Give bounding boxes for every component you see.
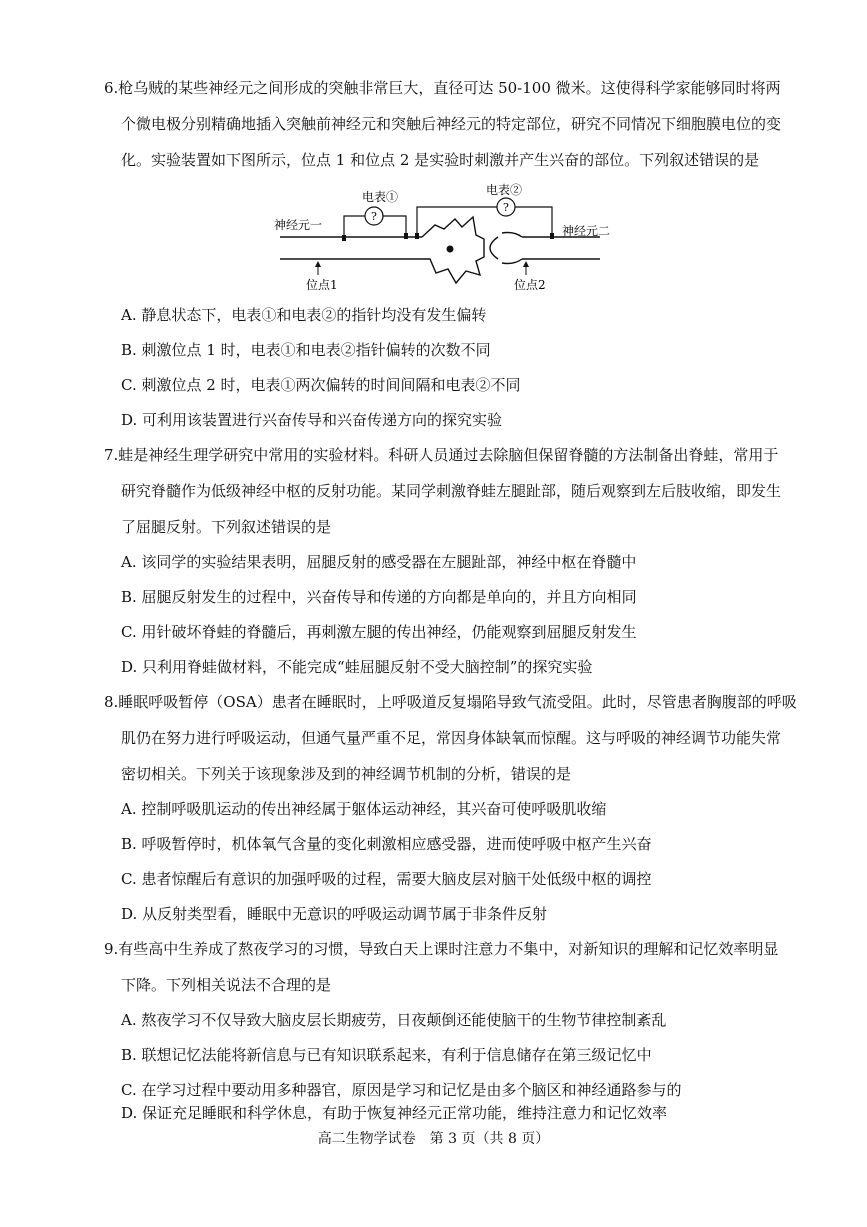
- q7-option-d: D. 只利用脊蛙做材料，不能完成“蛙屈腿反射不受大脑控制”的探究实验: [121, 658, 593, 676]
- site2-arrow: [523, 261, 529, 267]
- q8-option-a: A. 控制呼吸肌运动的传出神经属于躯体运动神经，其兴奋可使呼吸肌收缩: [121, 800, 607, 818]
- q7-option-c: C. 用针破坏脊蛙的脊髓后，再刺激左腿的传出神经，仍能观察到屈腿反射发生: [121, 623, 637, 641]
- q9-stem-line-2: 下降。下列相关说法不合理的是: [121, 976, 332, 994]
- q8-stem-line-2: 肌仍在努力进行呼吸运动，但通气量严重不足，常因身体缺氧而惊醒。这与呼吸的神经调节功能失常: [121, 729, 782, 747]
- q8-option-b: B. 呼吸暂停时，机体氧气含量的变化刺激相应感受器，进而使呼吸中枢产生兴奋: [121, 835, 652, 853]
- q9-option-b: B. 联想记忆法能将新信息与已有知识联系起来，有利于信息储存在第三级记忆中: [121, 1046, 652, 1064]
- q8-stem-line-3: 密切相关。下列关于该现象涉及到的神经调节机制的分析，错误的是: [121, 765, 572, 783]
- q8-option-d: D. 从反射类型看，睡眠中无意识的呼吸运动调节属于非条件反射: [121, 905, 548, 923]
- meter2-dial-mark: ?: [503, 201, 509, 214]
- synapse-cleft-curve: [490, 237, 498, 259]
- q7-stem-line-2: 研究脊髓作为低级神经中枢的反射功能。某同学刺激脊蛙左腿趾部，随后观察到左后肢收缩，即发生: [121, 482, 782, 500]
- meter2-electrode-a: [415, 233, 419, 239]
- q7-stem-line-1: 7.蛙是神经生理学研究中常用的实验材料。科研人员通过去除脑但保留脊髓的方法制备出脊蛙，常用于: [104, 446, 779, 464]
- site1-arrow: [315, 261, 321, 267]
- q7-option-b: B. 屈腿反射发生的过程中，兴奋传导和传递的方向都是单向的，并且方向相同: [121, 588, 637, 606]
- q9-option-a: A. 熬夜学习不仅导致大脑皮层长期疲劳，日夜颠倒还能使脑干的生物节律控制紊乱: [121, 1011, 667, 1029]
- site1-label: 位点1: [306, 278, 338, 292]
- q6-option-a: A. 静息状态下，电表①和电表②的指针均没有发生偏转: [121, 306, 487, 324]
- q6-option-d: D. 可利用该装置进行兴奋传导和兴奋传递方向的探究实验: [121, 411, 503, 429]
- meter2-electrode-b: [550, 233, 554, 239]
- q7-stem-line-3: 了屈腿反射。下列叙述错误的是: [121, 518, 332, 536]
- q9-stem-line-1: 9.有些高中生养成了熬夜学习的习惯，导致白天上课时注意力不集中，对新知识的理解和记忆效率明显: [104, 940, 779, 958]
- meter1-dial-mark: ?: [371, 210, 377, 223]
- neuron1-label: 神经元一: [274, 218, 323, 232]
- page-footer: 高二生物学试卷 第 3 页（共 8 页）: [317, 1131, 550, 1147]
- q6-option-c: C. 刺激位点 2 时，电表①两次偏转的时间间隔和电表②不同: [121, 376, 521, 394]
- meter1-electrode-b: [404, 233, 408, 239]
- meter1-label: 电表①: [362, 190, 399, 204]
- q9-option-c: C. 在学习过程中要动用多种器官，原因是学习和记忆是由多个脑区和神经通路参与的: [121, 1081, 682, 1099]
- meter1-electrode-a: [342, 235, 346, 241]
- q6-option-b: B. 刺激位点 1 时，电表①和电表②指针偏转的次数不同: [121, 341, 491, 359]
- q8-option-c: C. 患者惊醒后有意识的加强呼吸的过程，需要大脑皮层对脑干处低级中枢的调控: [121, 870, 652, 888]
- q6-figure-neuron-diagram: [270, 183, 630, 293]
- neuron2-label: 神经元二: [562, 224, 611, 238]
- nucleus: [447, 246, 454, 253]
- q9-option-d: D. 保证充足睡眠和科学休息，有助于恢复神经元正常功能，维持注意力和记忆效率: [121, 1104, 668, 1122]
- meter2-label: 电表②: [486, 183, 523, 197]
- q8-stem-line-1: 8.睡眠呼吸暂停（OSA）患者在睡眠时，上呼吸道反复塌陷导致气流受阻。此时，尽管患者胸腹部的呼吸: [104, 693, 797, 711]
- q7-option-a: A. 该同学的实验结果表明，屈腿反射的感受器在左腿趾部，神经中枢在脊髓中: [121, 553, 637, 571]
- q6-stem-line-3: 化。实验装置如下图所示，位点 1 和位点 2 是实验时刺激并产生兴奋的部位。下列叙述错误的是: [121, 151, 760, 169]
- site2-label: 位点2: [514, 278, 546, 292]
- q6-stem-line-2: 个微电极分别精确地插入突触前神经元和突触后神经元的特定部位，研究不同情况下细胞膜电位的变: [121, 115, 782, 133]
- q6-stem-line-1: 6.枪乌贼的某些神经元之间形成的突触非常巨大，直径可达 50-100 微米。这使得科学家能够同时将两: [104, 79, 781, 97]
